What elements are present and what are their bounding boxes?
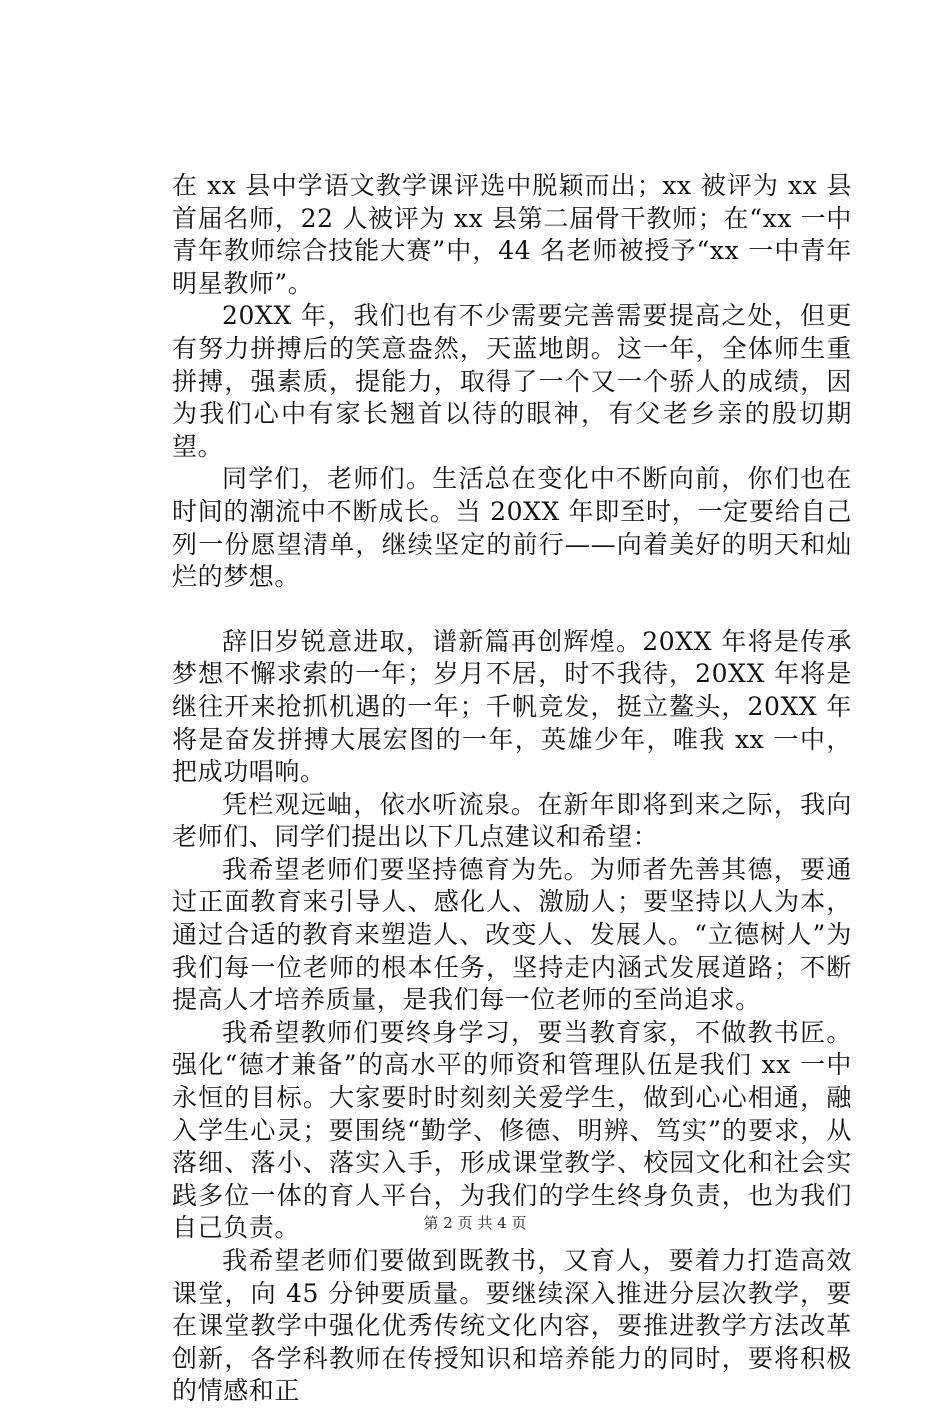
paragraph-1: 在 xx 县中学语文教学课评选中脱颖而出；xx 被评为 xx 县首届名师，22 人被评为 xx 县第二届骨干教师；在“xx 一中青年教师综合技能大赛”中，44 名老师被授予“xx 一中青年明星教师”。	[172, 171, 852, 298]
paragraph-spacer	[172, 594, 852, 626]
page-footer	[0, 1212, 950, 1233]
paragraph-8: 我希望老师们要做到既教书，又育人，要着力打造高效课堂，向 45 分钟要质量。要继续深入推进分层次教学，要在课堂教学中强化优秀传统文化内容，要推进教学方法改革创新，各学科教师在传授知识和培养能力的同时，要将积极的情感和正	[172, 1246, 852, 1406]
paragraph-4: 辞旧岁锐意进取，谱新篇再创辉煌。20XX 年将是传承梦想不懈求索的一年；岁月不居，时不我待，20XX 年将是继往开来抢抓机遇的一年；千帆竞发，挺立鳌头，20XX 年将是奋发拼搏大展宏图的一年，英雄少年，唯我 xx 一中，把成功唱响。	[172, 626, 852, 787]
paragraph-6: 我希望老师们要坚持德育为先。为师者先善其德，要通过正面教育来引导人、感化人、激励人；要坚持以人为本，通过合适的教育来塑造人、改变人、发展人。“立德树人”为我们每一位老师的根本任务，坚持走内涵式发展道路；不断提高人才培养质量，是我们每一位老师的至尚追求。	[172, 854, 852, 1015]
paragraph-3: 同学们，老师们。生活总在变化中不断向前，你们也在时间的潮流中不断成长。当 20XX 年即至时，一定要给自己列一份愿望清单，继续坚定的前行——向着美好的明天和灿烂的梦想。	[172, 464, 852, 592]
paragraph-2: 20XX 年，我们也有不少需要完善需要提高之处，但更有努力拼搏后的笑意盎然，天蓝地朗。这一年，全体师生重拼搏，强素质，提能力，取得了一个又一个骄人的成绩，因为我们心中有家长翘首以待的眼神，有父老乡亲的殷切期望。	[172, 301, 852, 461]
page-indicator: 第 2 页 共 4 页	[423, 1214, 527, 1232]
paragraph-5: 凭栏观远岫，依水听流泉。在新年即将到来之际，我向老师们、同学们提出以下几点建议和希望：	[172, 789, 852, 852]
paragraph-7: 我希望教师们要终身学习，要当教育家，不做教书匠。强化“德才兼备”的高水平的师资和管理队伍是我们 xx 一中永恒的目标。大家要时时刻刻关爱学生，做到心心相通，融入学生心灵；要围绕“勤学、修德、明辨、笃实”的要求，从落细、落小、落实入手，形成课堂教学、校园文化和社会实践多位一体的育人平台，为我们的学生终身负责，也为我们自己负责。	[172, 1017, 852, 1243]
